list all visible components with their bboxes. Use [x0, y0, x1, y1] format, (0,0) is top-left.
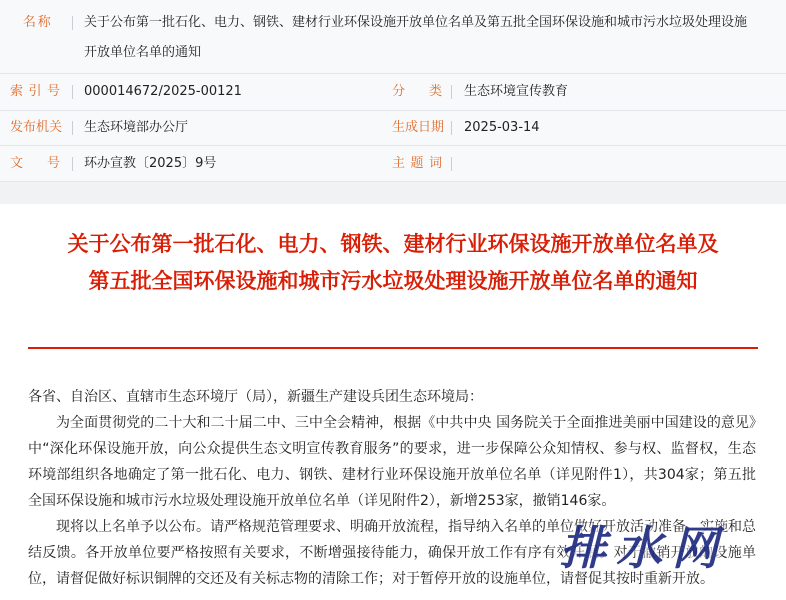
article-body	[0, 204, 786, 600]
label-divider	[72, 121, 73, 135]
meta-label-issuer: 发布机关	[10, 120, 63, 135]
label-divider	[451, 121, 452, 135]
label-char: 索	[10, 84, 24, 99]
meta-date-value: 2025-03-14	[464, 120, 540, 135]
meta-docno-value: 环办宣教〔2025〕9号	[84, 156, 217, 171]
article-content	[28, 384, 756, 592]
label-divider	[72, 16, 73, 30]
label-char: 题	[410, 156, 424, 171]
meta-label-name	[10, 14, 60, 32]
label-char: 文	[10, 156, 24, 171]
meta-label-keywords	[392, 155, 442, 173]
site-watermark-logo: 排水网	[560, 521, 728, 575]
label-char: 名	[22, 15, 36, 30]
article-paragraph: 现将以上名单予以公布。请严格规范管理要求、明确开放流程，指导纳入名单的单位做好开放活动准备、实施和总结反馈。各开放单位要严格按照有关要求，不断增强接待能力，确保开放工作有序有效开展。对于撤销开放的设施单位，请督促做好标识铜牌的交还及有关标志物的清除工作；对于暂停开放的设施单位，请督促其按时重新开放。	[28, 519, 756, 587]
meta-category-value: 生态环境宣传教育	[464, 84, 569, 99]
label-char: 类	[428, 84, 442, 99]
label-char: 号	[46, 156, 60, 171]
label-char: 词	[428, 156, 442, 171]
meta-row-title	[0, 0, 786, 74]
label-char: 引	[28, 84, 42, 99]
label-char: 主	[392, 156, 406, 171]
meta-label-date: 生成日期	[392, 120, 445, 135]
meta-row-docno	[0, 145, 786, 181]
label-divider	[72, 157, 73, 171]
document-metadata-panel	[0, 0, 786, 182]
label-divider	[72, 85, 73, 99]
meta-row-issuer	[0, 110, 786, 146]
label-char: 分	[392, 84, 406, 99]
label-divider	[451, 85, 452, 99]
meta-row-index	[0, 73, 786, 111]
label-divider	[451, 157, 452, 171]
section-gap	[0, 182, 786, 204]
meta-label-index	[10, 83, 60, 101]
meta-issuer-value: 生态环境部办公厅	[84, 120, 189, 135]
article-salutation: 各省、自治区、直辖市生态环境厅（局），新疆生产建设兵团生态环境局：	[28, 389, 483, 405]
article-paragraph: 为全面贯彻党的二十大和二十届二中、三中全会精神，根据《中共中央 国务院关于全面推进美丽中国建设的意见》中“深化环保设施开放，向公众提供生态文明宣传教育服务”的要求，进一步保障公众知情权、参与权、监督权，生态环境部组织各地确定了第一批石化、电力、钢铁、建材行业环保设施开放单位名单（详见附件1），共304家；第五批全国环保设施和城市污水垃圾处理设施开放单位名单（详见附件2），新增253家，撤销146家。	[28, 415, 756, 509]
label-char: 称	[37, 15, 51, 30]
meta-label-category	[392, 83, 442, 101]
article-headline: 关于公布第一批石化、电力、钢铁、建材行业环保设施开放单位名单及第五批全国环保设施和城市污水垃圾处理设施开放单位名单的通知	[67, 232, 719, 293]
meta-label-docno	[10, 155, 60, 173]
label-char: 号	[46, 84, 60, 99]
meta-index-value: 000014672/2025-00121	[84, 84, 242, 99]
meta-title-value: 关于公布第一批石化、电力、钢铁、建材行业环保设施开放单位名单及第五批全国环保设施和城市污水垃圾处理设施开放单位名单的通知	[84, 15, 748, 60]
headline-divider	[28, 347, 758, 349]
